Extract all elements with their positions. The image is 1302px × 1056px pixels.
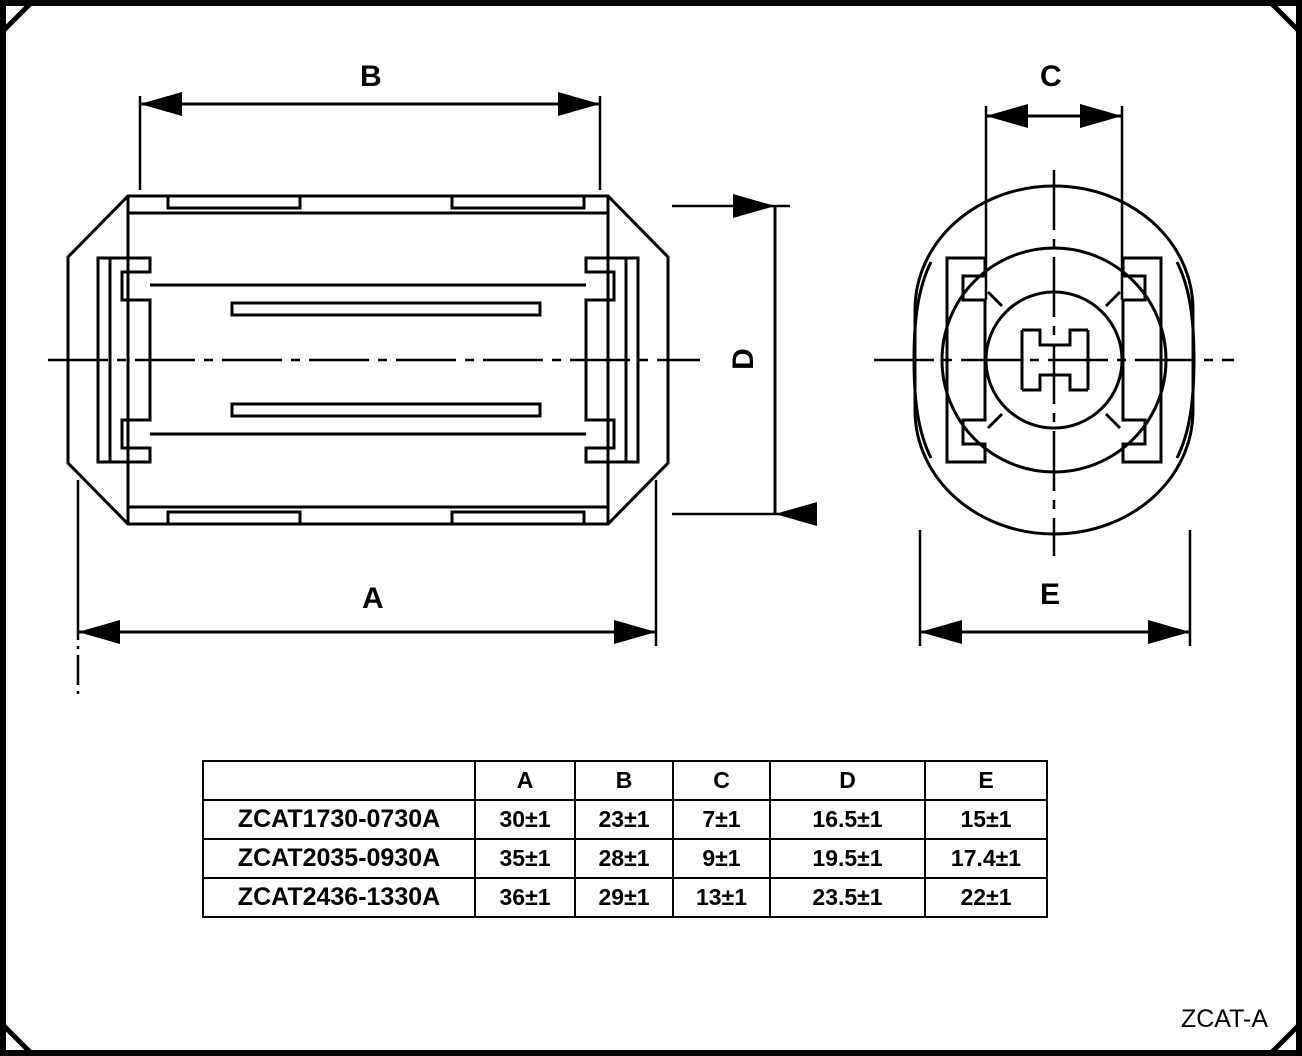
value-d: 16.5±1 — [770, 800, 925, 839]
value-c: 7±1 — [673, 800, 770, 839]
dimension-label-c: C — [1040, 60, 1062, 93]
dimension-label-e: E — [1040, 578, 1061, 611]
part-number: ZCAT2035-0930A — [203, 839, 475, 878]
table-header-e: E — [925, 761, 1047, 800]
dimension-label-d: D — [726, 348, 760, 370]
dimension-label-b: B — [360, 60, 382, 93]
dimension-label-a: A — [362, 582, 384, 615]
value-a: 36±1 — [475, 878, 575, 917]
value-c: 13±1 — [673, 878, 770, 917]
part-number: ZCAT1730-0730A — [203, 800, 475, 839]
value-b: 28±1 — [575, 839, 673, 878]
table-header-c: C — [673, 761, 770, 800]
table-corner-cell — [203, 761, 475, 800]
value-e: 22±1 — [925, 878, 1047, 917]
table-header-b: B — [575, 761, 673, 800]
value-c: 9±1 — [673, 839, 770, 878]
table-header-row — [203, 761, 1047, 800]
table-row — [203, 839, 1047, 878]
table-row — [203, 878, 1047, 917]
specification-table — [202, 760, 1048, 918]
value-d: 19.5±1 — [770, 839, 925, 878]
table-header-a: A — [475, 761, 575, 800]
table-row — [203, 800, 1047, 839]
table-header-d: D — [770, 761, 925, 800]
part-number: ZCAT2436-1330A — [203, 878, 475, 917]
drawing-code: ZCAT-A — [1180, 1005, 1268, 1033]
value-e: 15±1 — [925, 800, 1047, 839]
value-b: 29±1 — [575, 878, 673, 917]
value-a: 35±1 — [475, 839, 575, 878]
value-b: 23±1 — [575, 800, 673, 839]
value-a: 30±1 — [475, 800, 575, 839]
value-e: 17.4±1 — [925, 839, 1047, 878]
value-d: 23.5±1 — [770, 878, 925, 917]
